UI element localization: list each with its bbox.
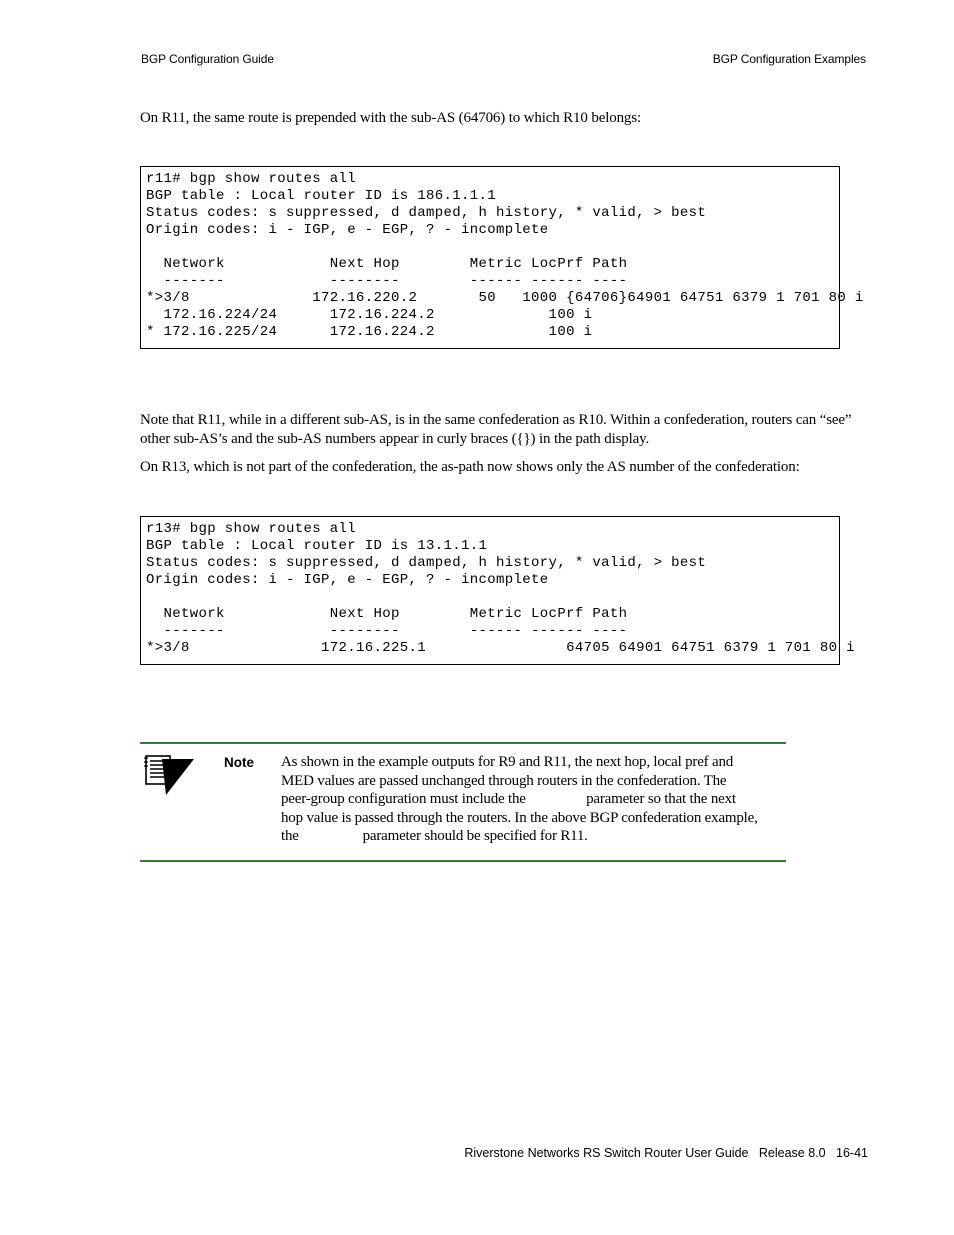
running-header-left: BGP Configuration Guide	[141, 52, 274, 66]
page-footer: Riverstone Networks RS Switch Router User Guide Release 8.0 16-41	[464, 1146, 868, 1160]
note-line: MED values are passed unchanged through routers in the confederation. The	[281, 772, 727, 789]
r11-code-text: r11# bgp show routes all BGP table : Local router ID is 186.1.1.1 Status codes: s suppressed, d damped, h history, * valid, > best Origin codes: i - IGP, e - EGP, ? - incomplete Network Next Hop Metric LocPrf Path ------- -------- ------ ------ ---- *>3/8 172.16.220.2 50 1000 {64706}64901 64751 6379 1 701 80 i 172.16.224/24 172.16.224.2 100 i * 172.16.225/24 172.16.224.2 100 i	[146, 171, 864, 340]
note-bottom-rule	[140, 860, 786, 862]
r13-code-block	[140, 516, 855, 665]
r13-code-text: r13# bgp show routes all BGP table : Local router ID is 13.1.1.1 Status codes: s suppressed, d damped, h history, * valid, > best Origin codes: i - IGP, e - EGP, ? - incomplete Network Next Hop Metric LocPrf Path ------- -------- ------ ------ ---- *>3/8 172.16.225.1 64705 64901 64751 6379 1 701 80 i	[146, 521, 855, 656]
confederation-note-paragraph: Note that R11, while in a different sub-AS, is in the same confederation as R10. Within a confederation, routers can “see” other sub-AS’s and the sub-AS numbers appear in curly braces ({}) in the path display.	[140, 412, 852, 447]
note-pad-icon	[142, 753, 198, 797]
note-line: hop value is passed through the routers. In the above BGP confederation example,	[281, 809, 758, 826]
intro-r13-paragraph: On R13, which is not part of the confederation, the as-path now shows only the AS number of the confederation:	[140, 459, 800, 475]
note-line: the parameter should be specified for R11.	[281, 828, 588, 844]
running-header-right: BGP Configuration Examples	[712, 52, 866, 66]
note-body	[281, 753, 786, 846]
intro-r11-paragraph: On R11, the same route is prepended with the sub-AS (64706) to which R10 belongs:	[140, 110, 641, 126]
r11-code-block	[140, 166, 864, 349]
note-line: As shown in the example outputs for R9 and R11, the next hop, local pref and	[281, 754, 734, 770]
note-line: peer-group configuration must include the parameter so that the next	[281, 791, 736, 807]
note-top-rule	[140, 742, 786, 744]
note-label: Note	[224, 755, 254, 770]
